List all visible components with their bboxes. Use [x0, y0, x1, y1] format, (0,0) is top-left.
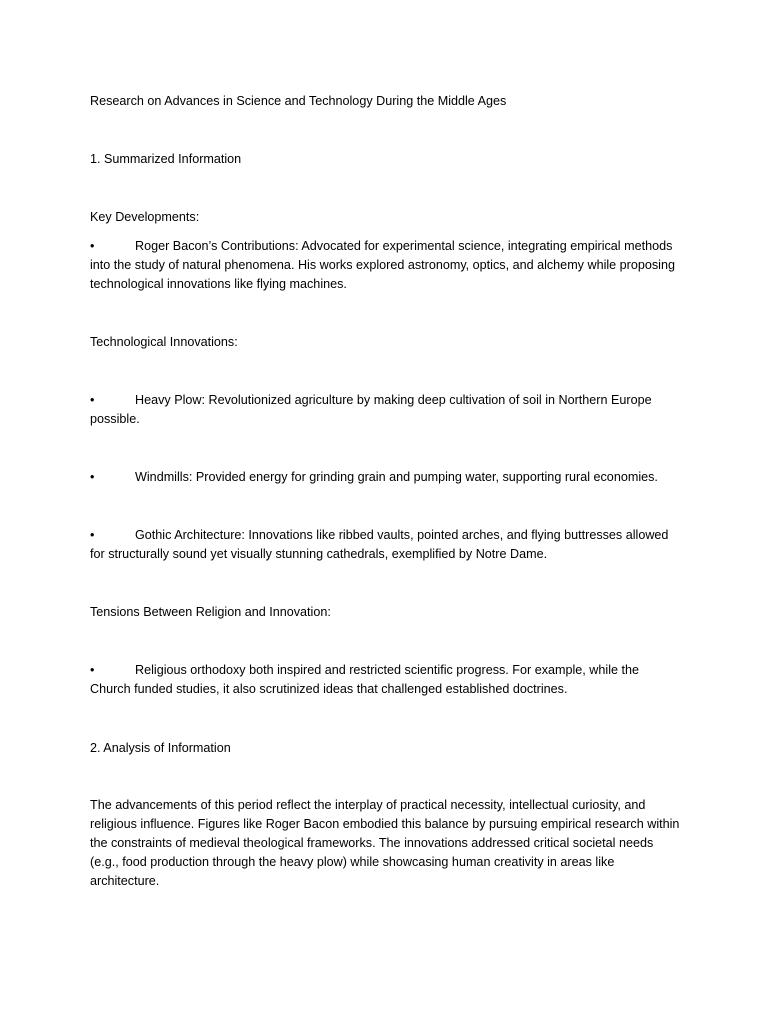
technological-innovations-heading: Technological Innovations: [90, 335, 238, 349]
bullet-text: Gothic Architecture: Innovations like ribbed vaults, pointed arches, and flying buttresses allowed for structurally sound yet visually stunning cathedrals, exemplified by Notre Dame. [90, 528, 669, 561]
bullet-text: Roger Bacon’s Contributions: Advocated for experimental science, integrating empirical methods into the study of natural phenomena. His works explored astronomy, optics, and alchemy while proposing technological innovations like flying machines. [90, 239, 675, 291]
analysis-paragraph: The advancements of this period reflect the interplay of practical necessity, intellectual curiosity, and religious influence. Figures like Roger Bacon embodied this balance by pursuing empirical research within the constraints of medieval theological frameworks. The innovations addressed critical societal needs (e.g., food production through the heavy plow) while showcasing human creativity in areas like architecture. [90, 798, 680, 888]
bullet-roger-bacon [90, 237, 680, 294]
section-1-heading: 1. Summarized Information [90, 152, 242, 166]
bullet-marker: • [90, 528, 95, 542]
key-developments-heading: Key Developments: [90, 210, 200, 224]
bullet-marker: • [90, 239, 95, 253]
bullet-religious-orthodoxy [90, 661, 680, 699]
bullet-heavy-plow [90, 391, 680, 429]
bullet-marker: • [90, 393, 95, 407]
bullet-windmills [90, 468, 680, 487]
bullet-gothic-architecture [90, 526, 680, 564]
section-2-heading: 2. Analysis of Information [90, 741, 231, 755]
bullet-marker: • [90, 663, 95, 677]
bullet-text: Religious orthodoxy both inspired and restricted scientific progress. For example, while the Church funded studies, it also scrutinized ideas that challenged established doctrines. [90, 663, 639, 696]
tensions-heading: Tensions Between Religion and Innovation: [90, 605, 331, 619]
document-title: Research on Advances in Science and Technology During the Middle Ages [90, 94, 507, 108]
bullet-text: Heavy Plow: Revolutionized agriculture by making deep cultivation of soil in Northern Europe possible. [90, 393, 652, 426]
bullet-marker: • [90, 470, 95, 484]
bullet-text: Windmills: Provided energy for grinding grain and pumping water, supporting rural economies. [135, 470, 658, 484]
